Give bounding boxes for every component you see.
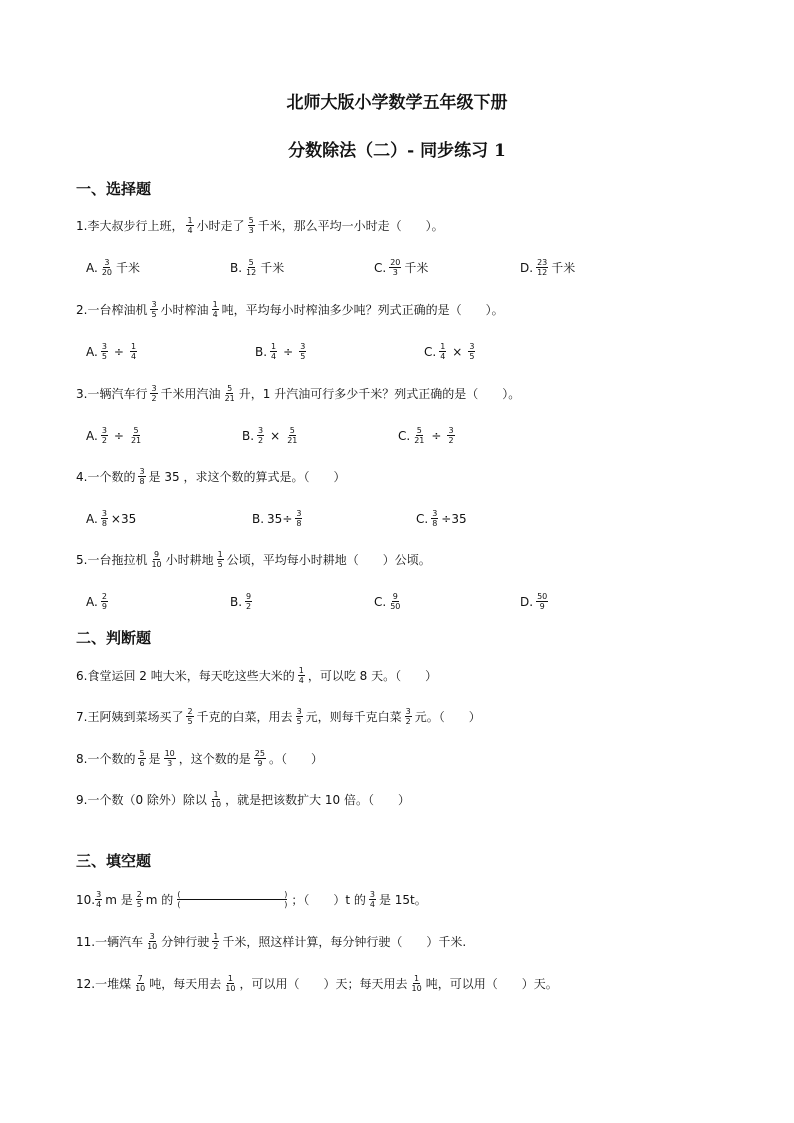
q4-option-b: B. 35÷ $\frac{3}{8}$ xyxy=(252,509,302,528)
question-9: 9.一个数（0 除外）除以 $\frac{1}{10}$ ，就是把该数扩大 10 倍。（ ） xyxy=(76,790,410,809)
question-6: 6.食堂运回 2 吨大米，每天吃这些大米的 $\frac{1}{4}$ ，可以吃 8 天。（ ） xyxy=(76,666,438,685)
q2-option-c: C. $\frac{1}{4}$ × $\frac{3}{5}$ xyxy=(424,342,475,361)
q5-option-a: A. $\frac{2}{9}$ xyxy=(86,592,107,611)
q2-option-b: B. $\frac{1}{4}$ ÷ $\frac{3}{5}$ xyxy=(255,342,306,361)
question-11: 11.一辆汽车 $\frac{3}{10}$ 分钟行驶 $\frac{1}{2}$ 千米，照这样计算，每分钟行驶（ ）千米. xyxy=(76,932,467,951)
page-subtitle: 分数除法（二）- 同步练习 1 xyxy=(288,141,506,161)
question-7: 7.王阿姨到菜场买了 $\frac{2}{5}$ 千克的白菜，用去 $\frac{3}{5}$ 元，则每千克白菜 $\frac{3}{2}$ 元。（ ） xyxy=(76,707,481,726)
answer-blank-fraction[interactable]: ( ) ( ) xyxy=(177,890,288,909)
q3-option-a: A. $\frac{3}{2}$ ÷ $\frac{5}{21}$ xyxy=(86,426,142,445)
q1-option-a: A. $\frac{3}{20}$ 千米 xyxy=(86,258,141,277)
q4-option-c: C. $\frac{3}{8}$ ÷35 xyxy=(416,509,467,528)
question-12: 12.一堆煤 $\frac{7}{10}$ 吨，每天用去 $\frac{1}{10}$ ，可以用（ ）天；每天用去 $\frac{1}{10}$ 吨，可以用（ ）天。 xyxy=(76,974,558,993)
q5-option-b: B. $\frac{9}{2}$ xyxy=(230,592,252,611)
section-heading-choice: 一、选择题 xyxy=(76,180,152,198)
q5-option-d: D. $\frac{50}{9}$ xyxy=(520,592,548,611)
question-1: 1.李大叔步行上班， $\frac{1}{4}$ 小时走了 $\frac{5}{3}$ 千米，那么平均一小时走（ ）。 xyxy=(76,216,444,235)
q1-option-b: B. $\frac{5}{12}$ 千米 xyxy=(230,258,285,277)
q5-option-c: C. $\frac{9}{50}$ xyxy=(374,592,401,611)
q1-option-c: C. $\frac{20}{3}$ 千米 xyxy=(374,258,429,277)
section-heading-judge: 二、判断题 xyxy=(76,629,152,647)
fraction: $\frac{1}{4}$ xyxy=(187,216,193,235)
question-10: 10. $\frac{3}{4}$ m 是 $\frac{2}{5}$ m 的 ( ) ( ) ；（ ）t 的 $\frac{3}{4}$ 是 15t。 xyxy=(76,890,427,909)
q1-option-d: D. $\frac{23}{12}$ 千米 xyxy=(520,258,576,277)
section-heading-fill: 三、填空题 xyxy=(76,852,152,870)
question-4: 4.一个数的 $\frac{3}{8}$ 是 35 ，求这个数的算式是。（ ） xyxy=(76,467,346,486)
question-3: 3.一辆汽车行 $\frac{3}{2}$ 千米用汽油 $\frac{5}{21}$ 升，1 升汽油可行多少千米？列式正确的是（ ）。 xyxy=(76,384,521,403)
q4-option-a: A. $\frac{3}{8}$ ×35 xyxy=(86,509,137,528)
fraction: $\frac{5}{3}$ xyxy=(248,216,254,235)
question-8: 8.一个数的 $\frac{5}{6}$ 是 $\frac{10}{3}$ ，这个数的是 $\frac{25}{9}$ 。（ ） xyxy=(76,749,323,768)
q3-option-b: B. $\frac{3}{2}$ × $\frac{5}{21}$ xyxy=(242,426,298,445)
page-title: 北师大版小学数学五年级下册 xyxy=(286,93,508,113)
question-5: 5.一台拖拉机 $\frac{9}{10}$ 小时耕地 $\frac{1}{5}$ 公顷，平均每小时耕地（ ）公顷。 xyxy=(76,550,431,569)
question-2: 2.一台榨油机 $\frac{3}{5}$ 小时榨油 $\frac{1}{4}$ 吨，平均每小时榨油多少吨？列式正确的是（ ）。 xyxy=(76,300,504,319)
q2-option-a: A. $\frac{3}{5}$ ÷ $\frac{1}{4}$ xyxy=(86,342,137,361)
q3-option-c: C. $\frac{5}{21}$ ÷ $\frac{3}{2}$ xyxy=(398,426,454,445)
